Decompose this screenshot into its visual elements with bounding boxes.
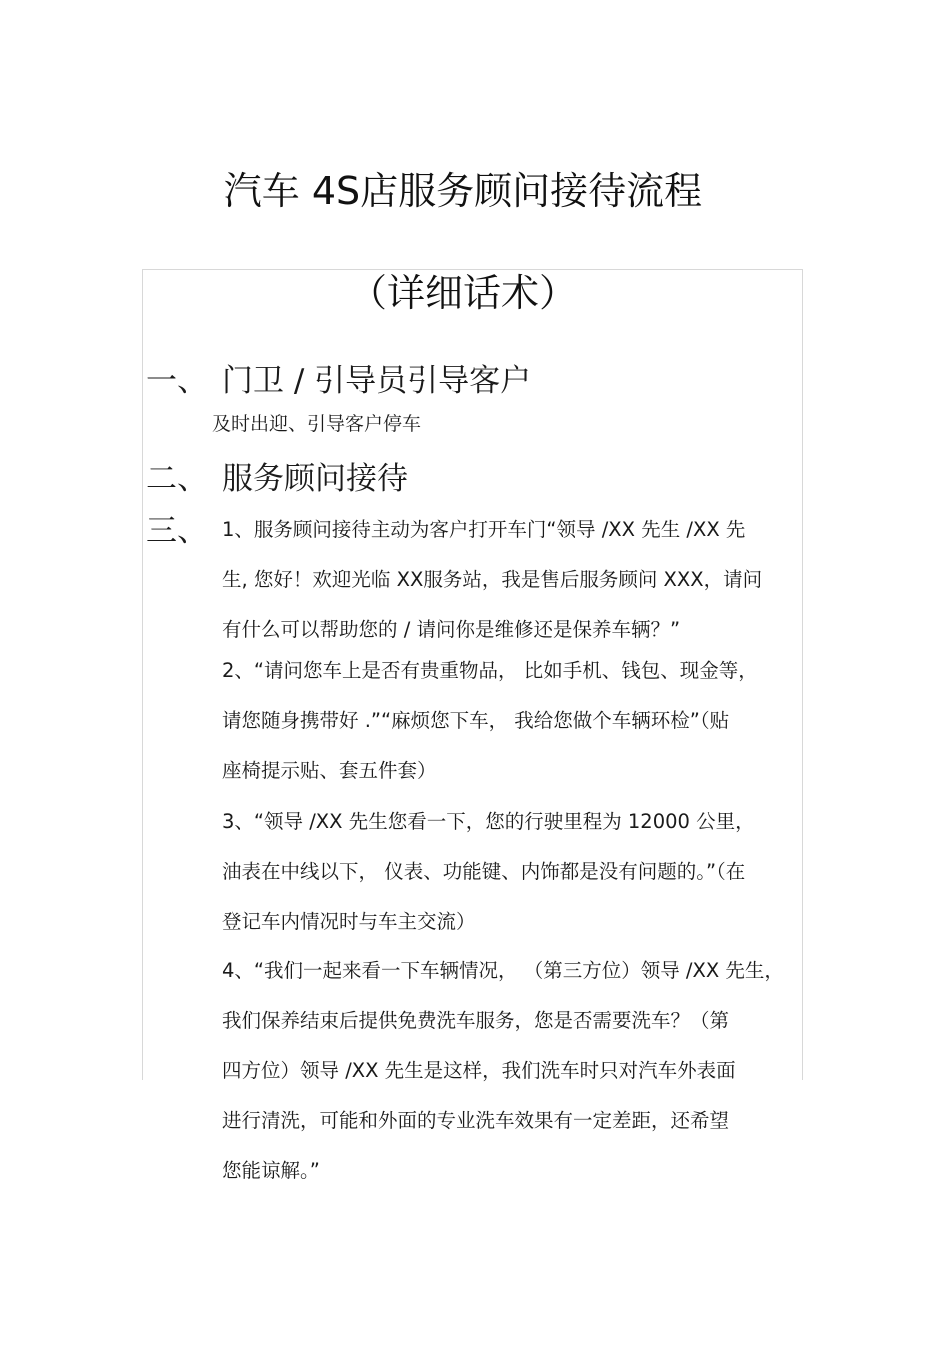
paragraph-line: 4、“我们一起来看一下车辆情况， （第三方位）领导 /XX 先生，: [222, 959, 784, 982]
paragraph-line: 进行清洗，可能和外面的专业洗车效果有一定差距，还希望: [222, 1109, 730, 1132]
paragraph-line: 油表在中线以下， 仪表、功能键、内饰都是没有问题的。”（在: [222, 860, 746, 883]
paragraph-line: 登记车内情况时与车主交流）: [222, 910, 476, 933]
paragraph-line: 我们保养结束后提供免费洗车服务，您是否需要洗车？（第: [222, 1009, 730, 1032]
section-2-number: 二、: [146, 461, 208, 497]
paragraph-line: 3、“领导 /XX 先生您看一下，您的行驶里程为 12000 公里，: [222, 810, 755, 833]
document-title: 汽车 4S店服务顾问接待流程: [223, 169, 703, 213]
section-1-text: 及时出迎、引导客户停车: [212, 413, 422, 435]
paragraph-1: [222, 505, 822, 655]
paragraph-line: 座椅提示贴、套五件套）: [222, 759, 437, 782]
paragraph-line: 四方位）领导 /XX 先生是这样，我们洗车时只对汽车外表面: [222, 1059, 736, 1082]
paragraph-2: [222, 646, 822, 796]
paragraph-4: [222, 946, 822, 1196]
paragraph-3: [222, 797, 822, 947]
paragraph-line: 请您随身携带好 .”“麻烦您下车， 我给您做个车辆环检”（贴: [222, 709, 730, 732]
paragraph-line: 有什么可以帮助您的 / 请问你是维修还是保养车辆？”: [222, 618, 681, 641]
paragraph-line: 2、“请问您车上是否有贵重物品， 比如手机、钱包、现金等，: [222, 659, 758, 682]
section-1-heading: 门卫 / 引导员引导客户: [222, 363, 532, 399]
document-subtitle: （详细话术）: [348, 271, 577, 315]
paragraph-line: 生, 您好！欢迎光临 XX服务站，我是售后服务顾问 XXX，请问: [222, 568, 763, 591]
paragraph-line: 您能谅解。”: [222, 1159, 320, 1182]
paragraph-line: 1、服务顾问接待主动为客户打开车门“领导 /XX 先生 /XX 先: [222, 518, 746, 541]
section-2-heading: 服务顾问接待: [222, 461, 408, 497]
section-1-number: 一、: [146, 363, 208, 399]
section-3-number: 三、: [146, 513, 208, 549]
